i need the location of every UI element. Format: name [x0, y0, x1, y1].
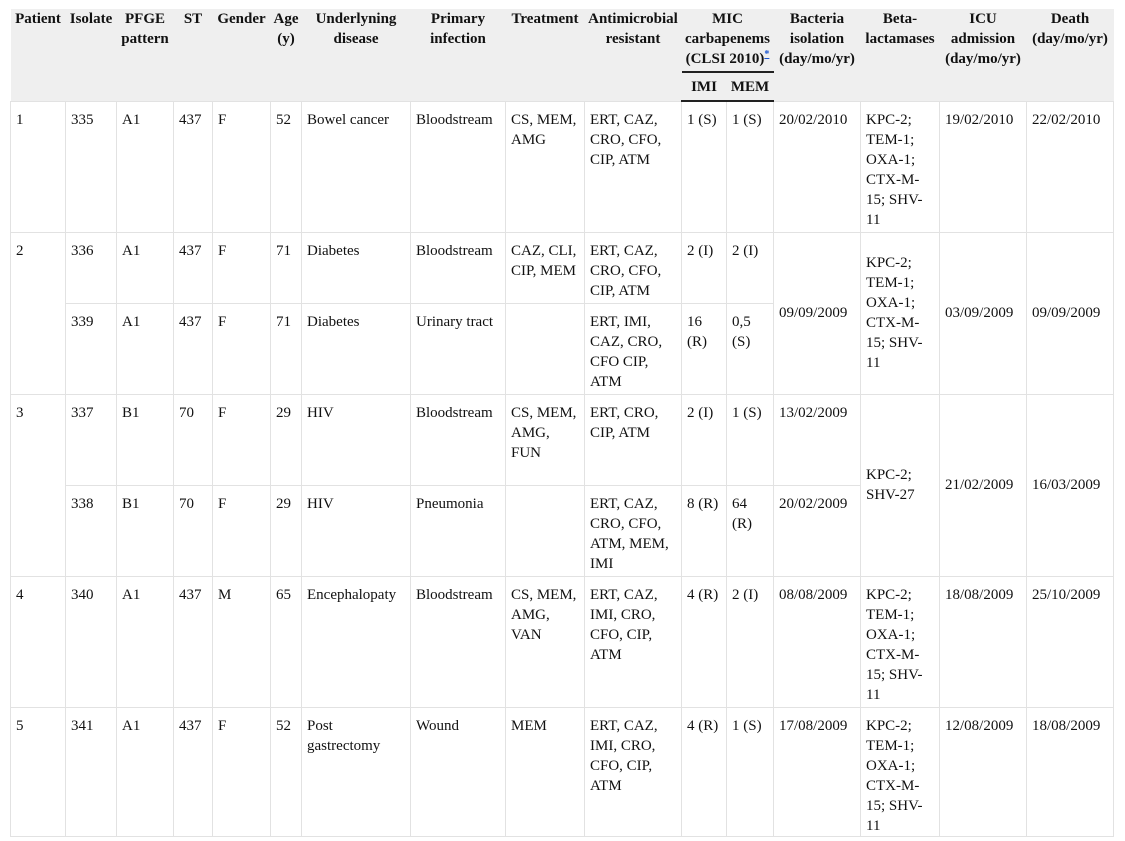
- cell-age: 29: [271, 485, 302, 576]
- cell-infection: Bloodstream: [411, 394, 506, 485]
- cell-pfge: A1: [117, 303, 174, 394]
- header-patient: Patient: [11, 9, 66, 101]
- cell-imi: 2 (I): [682, 394, 727, 485]
- cell-patient: 4: [11, 576, 66, 707]
- header-treatment: Treatment: [506, 9, 585, 101]
- cell-st: 70: [174, 394, 213, 485]
- cell-icu: 18/08/2009: [940, 576, 1027, 707]
- cell-disease: Bowel cancer: [302, 101, 411, 232]
- header-icu: ICU admission (day/mo/yr): [940, 9, 1027, 101]
- cell-gender: F: [213, 707, 271, 836]
- cell-age: 65: [271, 576, 302, 707]
- cell-bacteria: 17/08/2009: [774, 707, 861, 836]
- header-st: ST: [174, 9, 213, 101]
- cell-mem: 64 (R): [727, 485, 774, 576]
- cell-imi: 1 (S): [682, 101, 727, 232]
- cell-disease: Diabetes: [302, 232, 411, 303]
- cell-infection: Bloodstream: [411, 232, 506, 303]
- cell-st: 437: [174, 303, 213, 394]
- cell-death: 18/08/2009: [1027, 707, 1114, 836]
- cell-imi: 16 (R): [682, 303, 727, 394]
- header-age: Age (y): [271, 9, 302, 101]
- cell-st: 437: [174, 101, 213, 232]
- table-row: [11, 232, 1114, 303]
- cell-mem: 1 (S): [727, 707, 774, 836]
- cell-mem: 2 (I): [727, 232, 774, 303]
- cell-disease: HIV: [302, 485, 411, 576]
- header-pfge: PFGE pattern: [117, 9, 174, 101]
- cell-pfge: A1: [117, 232, 174, 303]
- cell-bacteria: 09/09/2009: [774, 232, 861, 394]
- cell-imi: 4 (R): [682, 576, 727, 707]
- cell-treatment: [506, 303, 585, 394]
- cell-death: 09/09/2009: [1027, 232, 1114, 394]
- cell-beta: KPC-2; SHV-27: [861, 394, 940, 576]
- cell-resistant: ERT, CAZ, IMI, CRO, CFO, CIP, ATM: [585, 576, 682, 707]
- cell-disease: Encephalopaty: [302, 576, 411, 707]
- cell-st: 437: [174, 707, 213, 836]
- cell-death: 22/02/2010: [1027, 101, 1114, 232]
- cell-age: 71: [271, 232, 302, 303]
- cell-gender: F: [213, 394, 271, 485]
- cell-resistant: ERT, CAZ, CRO, CFO, ATM, MEM, IMI: [585, 485, 682, 576]
- cell-imi: 2 (I): [682, 232, 727, 303]
- cell-treatment: CS, MEM, AMG, FUN: [506, 394, 585, 485]
- cell-st: 70: [174, 485, 213, 576]
- table-row: [11, 394, 1114, 485]
- cell-resistant: ERT, CAZ, CRO, CFO, CIP, ATM: [585, 232, 682, 303]
- cell-beta: KPC-2; TEM-1; OXA-1; CTX-M-15; SHV-11: [861, 707, 940, 836]
- cell-icu: 19/02/2010: [940, 101, 1027, 232]
- table-header: [11, 9, 1114, 101]
- cell-resistant: ERT, CAZ, IMI, CRO, CFO, CIP, ATM: [585, 707, 682, 836]
- cell-bacteria: 20/02/2010: [774, 101, 861, 232]
- cell-mem: 1 (S): [727, 394, 774, 485]
- cell-resistant: ERT, CRO, CIP, ATM: [585, 394, 682, 485]
- cell-infection: Bloodstream: [411, 576, 506, 707]
- cell-patient: 3: [11, 394, 66, 576]
- header-disease: Underlyning disease: [302, 9, 411, 101]
- cell-mem: 1 (S): [727, 101, 774, 232]
- cell-gender: F: [213, 485, 271, 576]
- cell-st: 437: [174, 232, 213, 303]
- cell-imi: 4 (R): [682, 707, 727, 836]
- cell-age: 29: [271, 394, 302, 485]
- cell-death: 16/03/2009: [1027, 394, 1114, 576]
- cell-disease: HIV: [302, 394, 411, 485]
- mic-footnote-link[interactable]: *: [764, 49, 770, 60]
- cell-death: 25/10/2009: [1027, 576, 1114, 707]
- header-mic-label: MIC carbapenems (CLSI 2010): [685, 11, 770, 67]
- cell-gender: F: [213, 303, 271, 394]
- cell-bacteria: 20/02/2009: [774, 485, 861, 576]
- cell-bacteria: 08/08/2009: [774, 576, 861, 707]
- cell-gender: F: [213, 232, 271, 303]
- cell-icu: 03/09/2009: [940, 232, 1027, 394]
- cell-mem: 0,5 (S): [727, 303, 774, 394]
- cell-imi: 8 (R): [682, 485, 727, 576]
- cell-disease: Diabetes: [302, 303, 411, 394]
- cell-isolate: 339: [66, 303, 117, 394]
- cell-st: 437: [174, 576, 213, 707]
- cell-isolate: 341: [66, 707, 117, 836]
- header-bacteria: Bacteria isolation (day/mo/yr): [774, 9, 861, 101]
- cell-age: 52: [271, 707, 302, 836]
- table-row: [11, 101, 1114, 232]
- cell-isolate: 338: [66, 485, 117, 576]
- cell-infection: Pneumonia: [411, 485, 506, 576]
- cell-pfge: A1: [117, 707, 174, 836]
- header-mic: [682, 9, 774, 72]
- cell-treatment: CAZ, CLI, CIP, MEM: [506, 232, 585, 303]
- cell-pfge: A1: [117, 576, 174, 707]
- header-death: Death (day/mo/yr): [1027, 9, 1114, 101]
- cell-age: 71: [271, 303, 302, 394]
- header-isolate: Isolate: [66, 9, 117, 101]
- cell-patient: 5: [11, 707, 66, 836]
- cell-infection: Bloodstream: [411, 101, 506, 232]
- table-row: [11, 707, 1114, 836]
- cell-isolate: 340: [66, 576, 117, 707]
- cell-beta: KPC-2; TEM-1; OXA-1; CTX-M-15; SHV-11: [861, 101, 940, 232]
- table-row: [11, 576, 1114, 707]
- cell-disease: Post gastrectomy: [302, 707, 411, 836]
- cell-infection: Urinary tract: [411, 303, 506, 394]
- cell-mem: 2 (I): [727, 576, 774, 707]
- cell-gender: M: [213, 576, 271, 707]
- cell-icu: 21/02/2009: [940, 394, 1027, 576]
- header-imi: IMI: [682, 72, 727, 101]
- cell-treatment: [506, 485, 585, 576]
- header-beta: Beta-lactamases: [861, 9, 940, 101]
- cell-pfge: A1: [117, 101, 174, 232]
- cell-isolate: 336: [66, 232, 117, 303]
- cell-treatment: CS, MEM, AMG: [506, 101, 585, 232]
- cell-pfge: B1: [117, 485, 174, 576]
- cell-pfge: B1: [117, 394, 174, 485]
- cell-patient: 1: [11, 101, 66, 232]
- cell-resistant: ERT, IMI, CAZ, CRO, CFO CIP, ATM: [585, 303, 682, 394]
- header-gender: Gender: [213, 9, 271, 101]
- cell-treatment: MEM: [506, 707, 585, 836]
- cell-beta: KPC-2; TEM-1; OXA-1; CTX-M-15; SHV-11: [861, 232, 940, 394]
- cell-icu: 12/08/2009: [940, 707, 1027, 836]
- cell-isolate: 337: [66, 394, 117, 485]
- cell-gender: F: [213, 101, 271, 232]
- cell-beta: KPC-2; TEM-1; OXA-1; CTX-M-15; SHV-11: [861, 576, 940, 707]
- cell-treatment: CS, MEM, AMG, VAN: [506, 576, 585, 707]
- cell-age: 52: [271, 101, 302, 232]
- header-mem: MEM: [727, 72, 774, 101]
- header-infection: Primary infection: [411, 9, 506, 101]
- cell-patient: 2: [11, 232, 66, 394]
- cell-isolate: 335: [66, 101, 117, 232]
- cell-resistant: ERT, CAZ, CRO, CFO, CIP, ATM: [585, 101, 682, 232]
- cell-infection: Wound: [411, 707, 506, 836]
- cell-bacteria: 13/02/2009: [774, 394, 861, 485]
- patients-table: [10, 9, 1114, 837]
- header-resistant: Antimicrobial resistant: [585, 9, 682, 101]
